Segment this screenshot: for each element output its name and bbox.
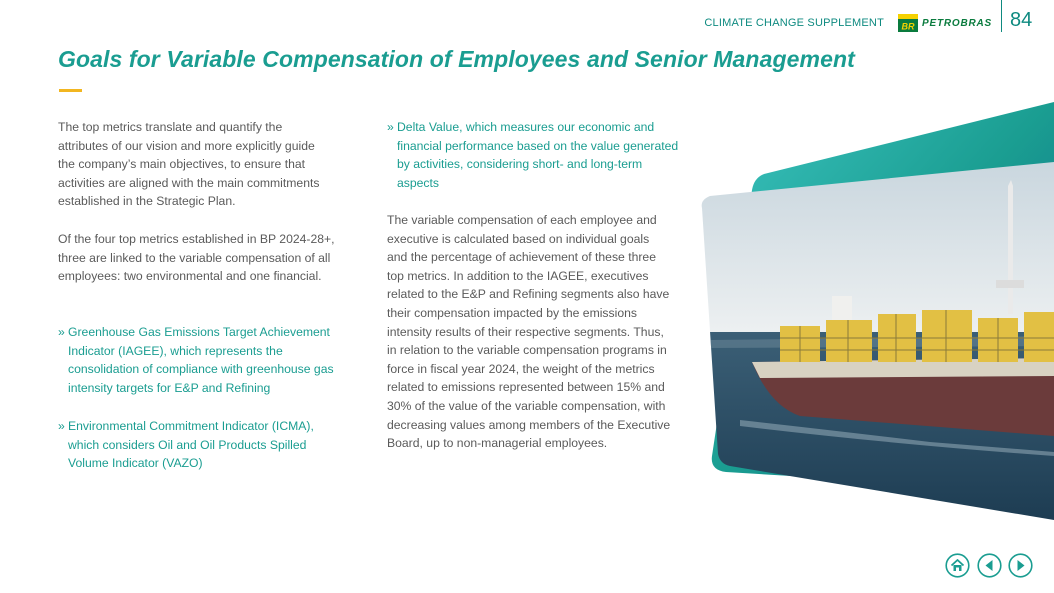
supplement-label: CLIMATE CHANGE SUPPLEMENT <box>704 17 884 29</box>
paragraph-variable-compensation: The variable compensation of each employee and executive is calculated based on individual goals and the percentage of achievement of these three top metrics. In addition to the IAGEE, executives related to the E&P and Refining segments also have their compensation impacted by the emissions intensity results of their respective segments. Thus, in relation to the variable compensation programs in force in fiscal year 2024, the weight of the metrics related to emissions represented between 15% and 30% of the value of the variable compensation, with decreasing values among members of the Executive Board, up to non-managerial employees. <box>387 213 671 451</box>
previous-page-icon <box>986 560 993 571</box>
page-number: 84 <box>1010 9 1033 31</box>
paragraph-top-metrics: The top metrics translate and quantify the attributes of our vision and more explicitly guide the company’s main objectives, to ensure that activities are aligned with the main commitments established in the Strategic Plan. <box>58 120 320 209</box>
paragraph-four-metrics: Of the four top metrics established in BP 2024-28+, three are linked to the variable compensation of all employees: two environmental and one financial. <box>58 232 335 284</box>
next-page-button[interactable] <box>1008 553 1033 578</box>
title-accent-bar <box>59 89 82 92</box>
logo-wordmark: PETROBRAS <box>922 17 992 29</box>
logo-badge-text: BR <box>901 21 915 32</box>
previous-page-button[interactable] <box>977 553 1002 578</box>
header-divider <box>1001 0 1002 32</box>
petrobras-logo-icon <box>898 14 918 32</box>
bullet-iagee: » Greenhouse Gas Emissions Target Achievement Indicator (IAGEE), which represents the consolidation of compliance with greenhouse gas intensity targets for E&P and Refining <box>58 323 350 397</box>
fpso-platform-image <box>690 100 1054 520</box>
bullet-delta-value: » Delta Value, which measures our economic and financial performance based on the value generated by activities, considering short- and long-term aspects <box>387 118 680 192</box>
petrobras-logo <box>898 14 992 32</box>
page-title: Goals for Variable Compensation of Employees and Senior Management <box>58 46 855 72</box>
bullet-icma: » Environmental Commitment Indicator (ICMA), which considers Oil and Oil Products Spilled Volume Indicator (VAZO) <box>58 417 340 473</box>
home-button[interactable] <box>945 553 970 578</box>
home-icon <box>952 560 964 571</box>
next-page-icon <box>1018 560 1025 571</box>
page-header <box>0 0 1054 40</box>
